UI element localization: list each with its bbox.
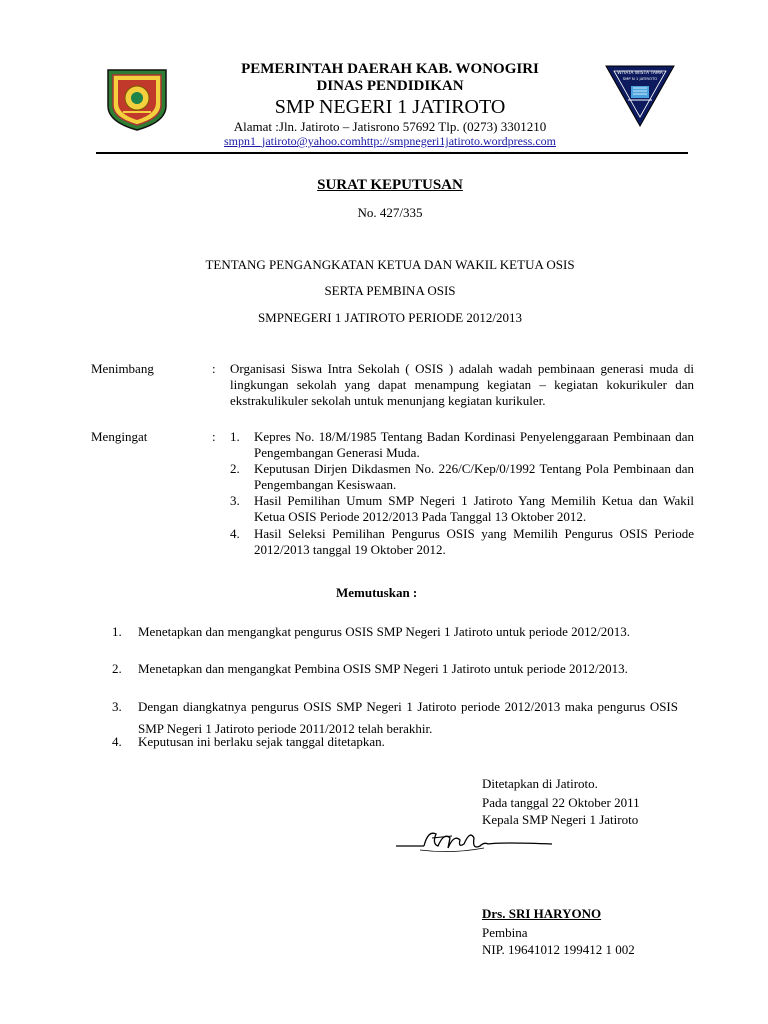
item-number: 3. [230, 493, 240, 508]
header-department: DINAS PENDIDIKAN [316, 78, 464, 94]
signature-place: Ditetapkan di Jatiroto. [482, 776, 598, 791]
signature-date: Pada tanggal 22 Oktober 2011 [482, 795, 640, 810]
mengingat-item [230, 493, 694, 525]
signature-position: Kepala SMP Negeri 1 Jatiroto [482, 812, 639, 827]
handwritten-signature [392, 824, 562, 860]
item-text: Keputusan ini berlaku sejak tanggal ditetapkan. [138, 734, 385, 749]
item-number: 4. [230, 526, 240, 541]
subject-line-3: SMPNEGERI 1 JATIROTO PERIODE 2012/2013 [257, 310, 523, 325]
item-text: Menetapkan dan mengangkat Pembina OSIS SMP Negeri 1 Jatiroto untuk periode 2012/2013. [138, 661, 628, 676]
item-text: Hasil Seleksi Pemilihan Pengurus OSIS yang Memilih Pengurus OSIS Periode 2012/2013 tanggal 19 Oktober 2012. [254, 526, 694, 557]
subject-line-2: SERTA PEMBINA OSIS [324, 283, 456, 298]
decision-item [112, 621, 678, 643]
mengingat-item [230, 526, 694, 558]
mengingat-colon: : [212, 429, 216, 444]
emblem-subtext: SMP N 1 JATIROTO [622, 76, 658, 81]
document-number: No. 427/335 [357, 205, 423, 220]
decision-item [112, 734, 678, 750]
signatory-name: Drs. SRI HARYONO [482, 906, 602, 921]
emblem-text: WIYATA WISTA TAMA [617, 71, 663, 76]
item-number: 1. [230, 429, 240, 444]
item-number: 2. [230, 461, 240, 476]
menimbang-text: Organisasi Siswa Intra Sekolah ( OSIS ) adalah wadah pembinaan generasi muda di lingkungan sekolah yang dapat menampung kegiatan – kegiatan kokurikuler dan ekstrakulikuler sekolah untuk menunjang kegiatan kurikuler. [230, 361, 694, 408]
subject-line-1: TENTANG PENGANGKATAN KETUA DAN WAKIL KETUA OSIS [205, 257, 575, 272]
school-address: Alamat :Jln. Jatiroto – Jatisrono 57692 Tlp. (0273) 3301210 [233, 119, 547, 134]
header-divider [96, 152, 688, 154]
signatory-nip: NIP. 19641012 199412 1 002 [482, 942, 635, 957]
item-text: Kepres No. 18/M/1985 Tentang Badan Kordinasi Penyelenggaraan Pembinaan dan Pengembangan Generasi Muda. [254, 429, 694, 460]
school-contact-link[interactable]: smpn1_jatiroto@yahoo.comhttp://smpnegeri1jatiroto.wordpress.com [224, 134, 556, 148]
mengingat-item [230, 429, 694, 461]
document-title: SURAT KEPUTUSAN [317, 177, 463, 193]
item-number: 1. [112, 624, 122, 639]
item-number: 3. [112, 699, 122, 714]
menimbang-colon: : [212, 361, 216, 376]
mengingat-item [230, 461, 694, 493]
decision-item [112, 658, 678, 680]
memutuskan-heading: Memutuskan : [336, 585, 418, 600]
wonogiri-emblem [104, 66, 170, 132]
signatory-role: Pembina [482, 925, 528, 940]
menimbang-label: Menimbang [91, 361, 154, 376]
item-text: Menetapkan dan mengangkat pengurus OSIS SMP Negeri 1 Jatiroto untuk periode 2012/2013. [138, 624, 630, 639]
item-number: 4. [112, 734, 122, 749]
school-name: SMP NEGERI 1 JATIROTO [274, 96, 506, 118]
mengingat-label: Mengingat [91, 429, 148, 444]
item-text: Hasil Pemilihan Umum SMP Negeri 1 Jatiroto Yang Memilih Ketua dan Wakil Ketua OSIS Periode 2012/2013 Pada Tanggal 13 Oktober 2012. [254, 493, 694, 524]
school-emblem [604, 62, 676, 128]
header-government: PEMERINTAH DAERAH KAB. WONOGIRI [241, 61, 539, 77]
item-number: 2. [112, 661, 122, 676]
item-text: Dengan diangkatnya pengurus OSIS SMP Negeri 1 Jatiroto periode 2012/2013 maka pengurus OSIS SMP Negeri 1 Jatiroto periode 2011/2012 telah berakhir. [138, 699, 678, 736]
item-text: Keputusan Dirjen Dikdasmen No. 226/C/Kep/0/1992 Tentang Pola Pembinaan dan Pengembangan Kesiswaan. [254, 461, 694, 492]
